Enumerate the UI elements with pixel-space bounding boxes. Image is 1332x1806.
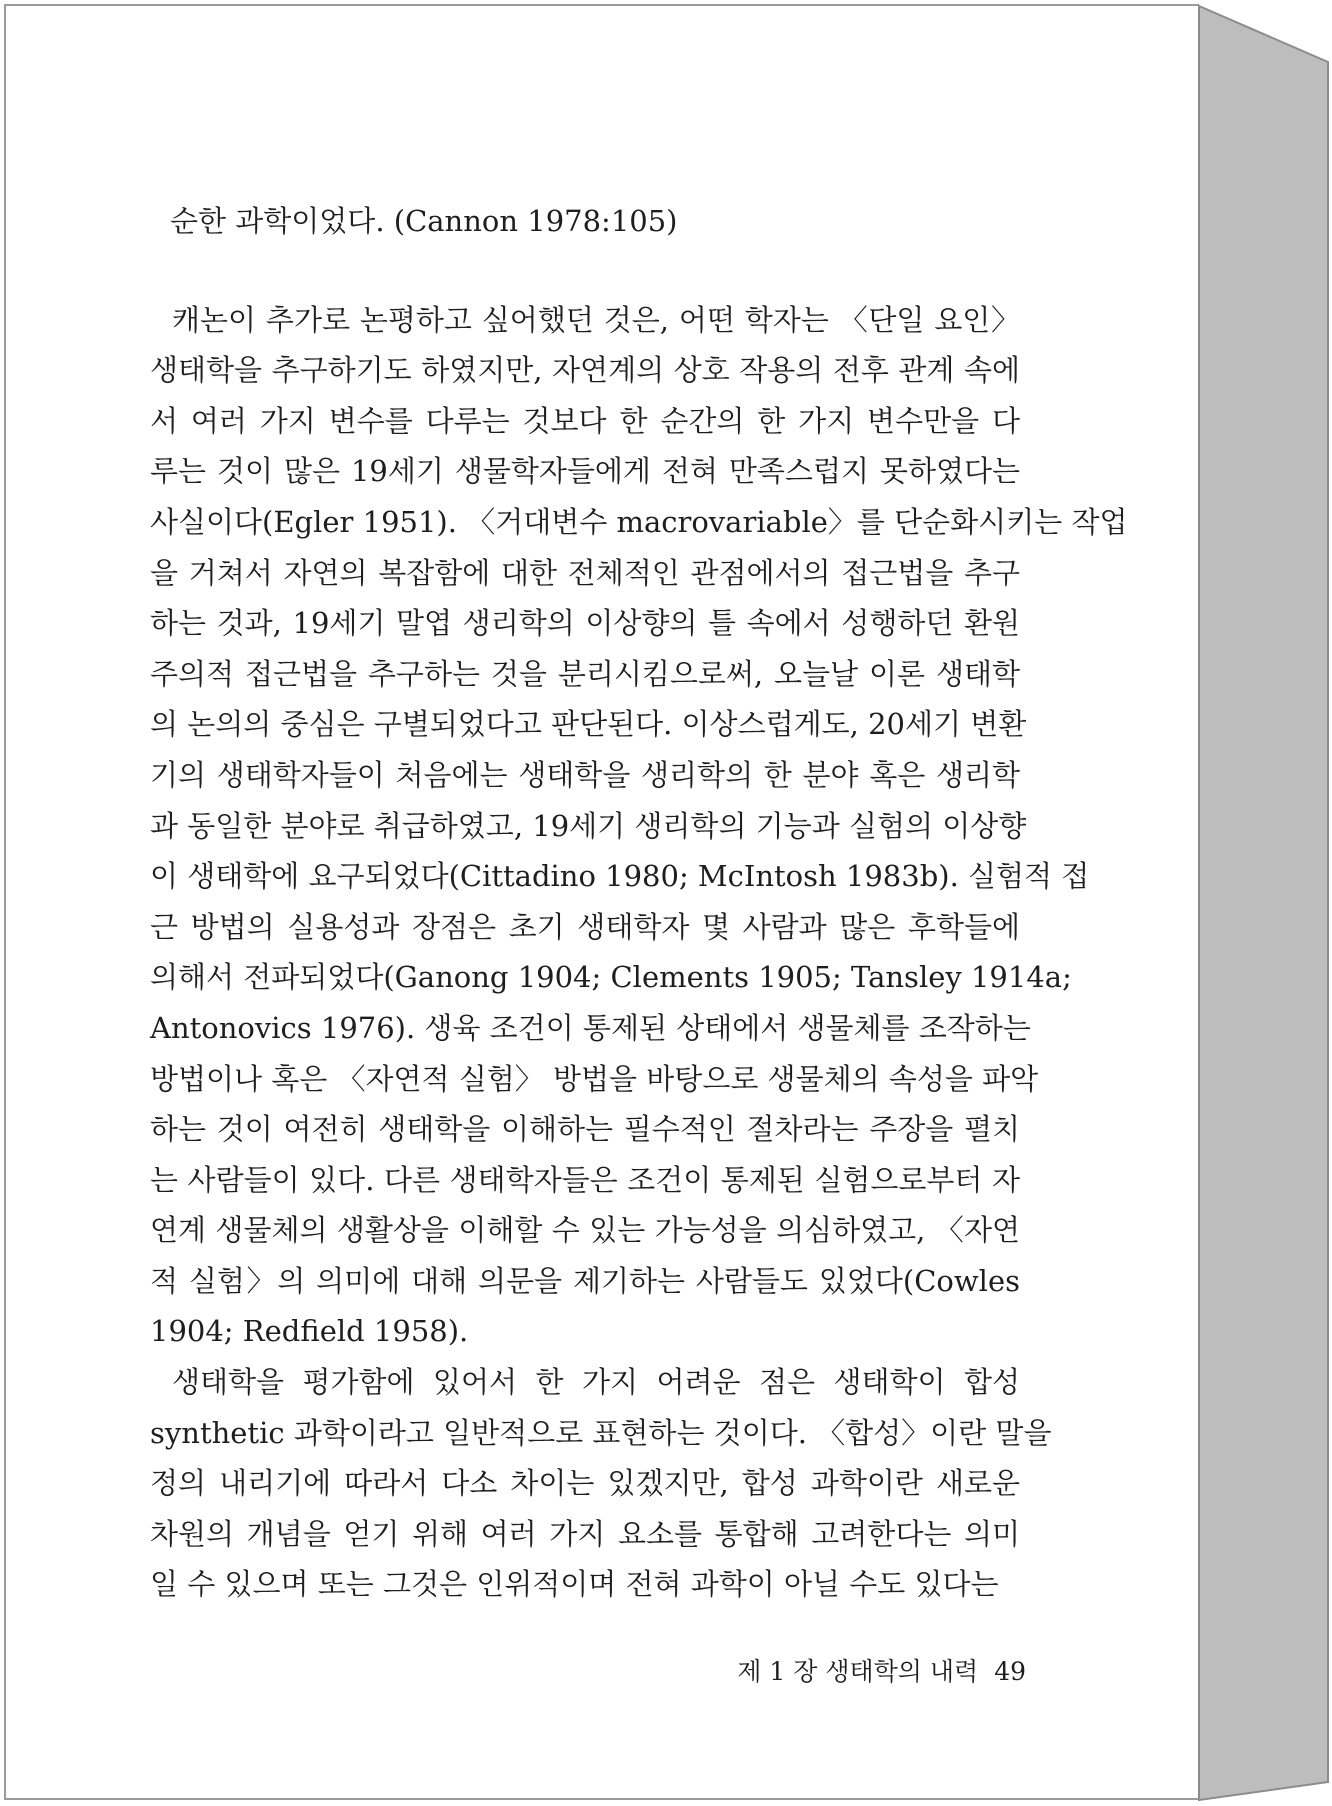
paragraph-1 (150, 295, 1128, 1357)
text-line: 루는 것이 많은 19세기 생물학자들에게 전혀 만족스럽지 못하였다는 (150, 454, 1020, 489)
text-line: 주의적 접근법을 추구하는 것을 분리시킴으로써, 오늘날 이론 생태학 (150, 656, 1020, 691)
text-line: 일 수 있으며 또는 그것은 인위적이며 전혀 과학이 아닐 수도 있다는 (150, 1567, 999, 1602)
text-line: 연계 생물체의 생활상을 이해할 수 있는 가능성을 의심하였고, 〈자연 (150, 1213, 1020, 1248)
text-line: 캐논이 추가로 논평하고 싶어했던 것은, 어떤 학자는 〈단일 요인〉 (172, 302, 1020, 337)
text-line: 방법이나 혹은 〈자연적 실험〉 방법을 바탕으로 생물체의 속성을 파악 (150, 1061, 1039, 1096)
text-line: 기의 생태학자들이 처음에는 생태학을 생리학의 한 분야 혹은 생리학 (150, 757, 1020, 792)
text-line: 을 거쳐서 자연의 복잡함에 대한 전체적인 관점에서의 접근법을 추구 (150, 555, 1020, 590)
text-line: Antonovics 1976). 생육 조건이 통제된 상태에서 생물체를 조작하는 (150, 1010, 1031, 1045)
text-line: 서 여러 가지 변수를 다루는 것보다 한 순간의 한 가지 변수만을 다 (150, 403, 1020, 438)
text-line: 사실이다(Egler 1951). 〈거대변수 macrovariable〉를 단순화시키는 작업 (150, 504, 1128, 539)
opening-line: 순한 과학이었다. (Cannon 1978:105) (170, 204, 678, 238)
text-line: 이 생태학에 요구되었다(Cittadino 1980; McIntosh 1983b). 실험적 접 (150, 859, 1090, 894)
page-number: 49 (994, 1657, 1026, 1686)
page-footer (721, 1652, 1026, 1688)
text-line: 과 동일한 분야로 취급하였고, 19세기 생리학의 기능과 실험의 이상향 (150, 808, 1027, 843)
body-text (150, 196, 1128, 1610)
text-line: 는 사람들이 있다. 다른 생태학자들은 조건이 통제된 실험으로부터 자 (150, 1162, 1020, 1197)
text-line: 의해서 전파되었다(Ganong 1904; Clements 1905; Tansley 1914a; (150, 960, 1072, 995)
text-line: 근 방법의 실용성과 장점은 초기 생태학자 몇 사람과 많은 후학들에 (150, 909, 1020, 944)
text-line: 적 실험〉의 의미에 대해 의문을 제기하는 사람들도 있었다(Cowles (150, 1263, 1020, 1298)
text-line: synthetic 과학이라고 일반적으로 표현하는 것이다. 〈합성〉이란 말을 (150, 1415, 1052, 1450)
text-line: 1904; Redfield 1958). (150, 1314, 469, 1349)
text-line: 하는 것이 여전히 생태학을 이해하는 필수적인 절차라는 주장을 펼치 (150, 1112, 1020, 1147)
paragraph-2 (150, 1357, 1052, 1610)
text-line: 차원의 개념을 얻기 위해 여러 가지 요소를 통합해 고려한다는 의미 (150, 1516, 1020, 1551)
text-line: 생태학을 추구하기도 하였지만, 자연계의 상호 작용의 전후 관계 속에 (150, 353, 1020, 388)
text-line: 하는 것과, 19세기 말엽 생리학의 이상향의 틀 속에서 성행하던 환원 (150, 606, 1020, 641)
text-line: 생태학을 평가함에 있어서 한 가지 어려운 점은 생태학이 합성 (172, 1365, 1020, 1400)
text-line: 의 논의의 중심은 구별되었다고 판단된다. 이상스럽게도, 20세기 변환 (150, 707, 1027, 742)
chapter-title: 제 1 장 생태학의 내력 (737, 1657, 979, 1686)
text-line: 정의 내리기에 따라서 다소 차이는 있겠지만, 합성 과학이란 새로운 (150, 1466, 1020, 1501)
